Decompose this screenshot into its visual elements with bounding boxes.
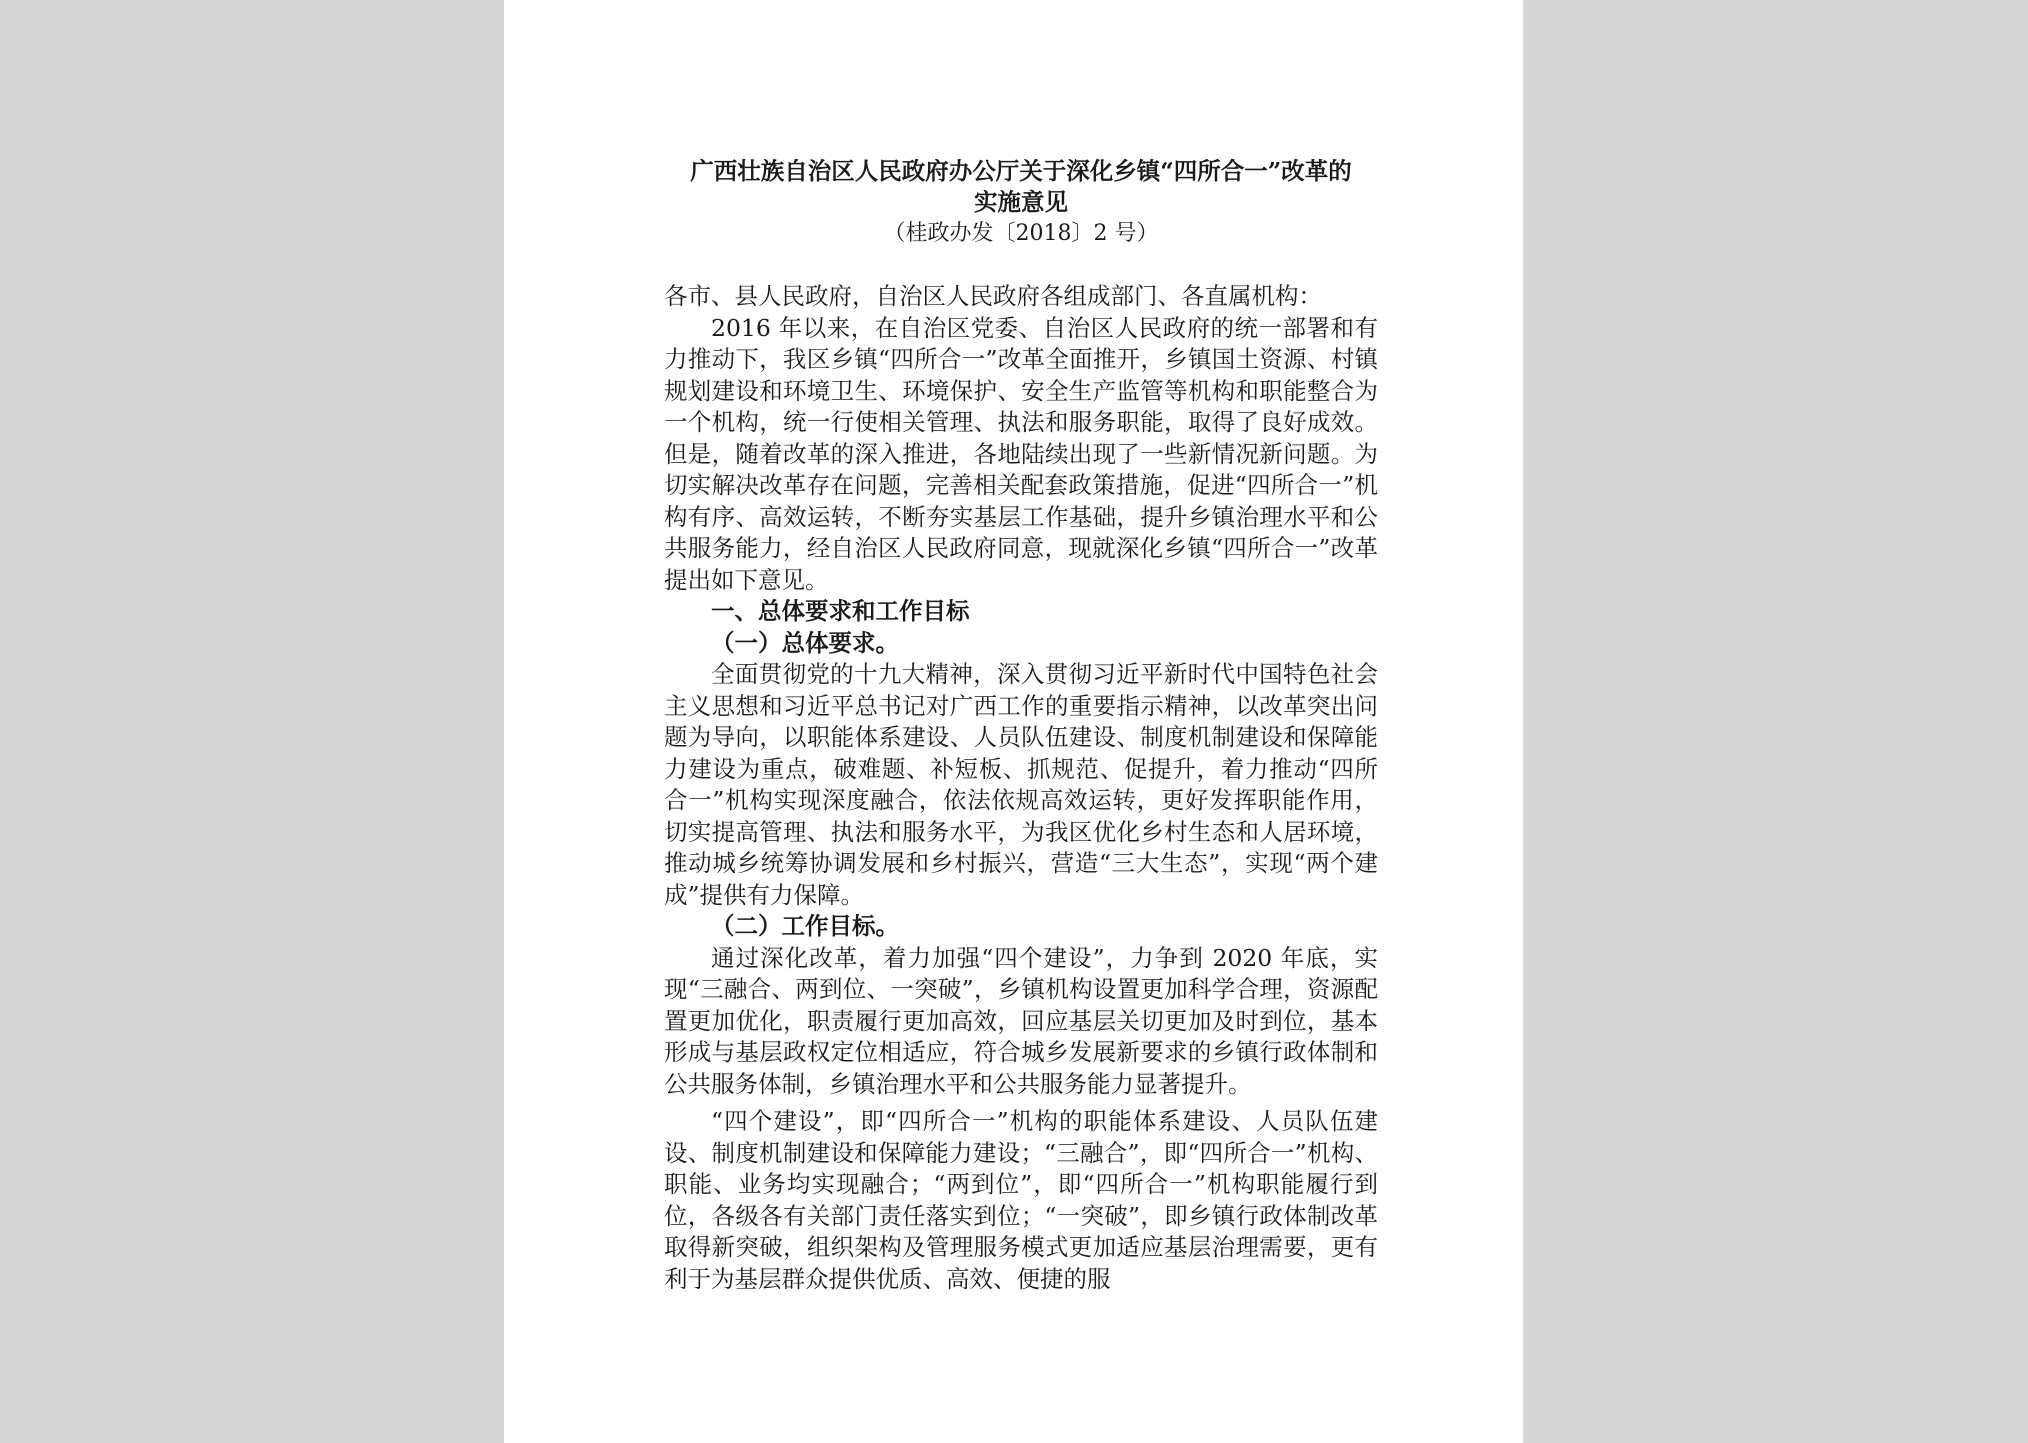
paragraph-intro: 2016 年以来，在自治区党委、自治区人民政府的统一部署和有力推动下，我区乡镇“四所合一”改革全面推开，乡镇国土资源、村镇规划建设和环境卫生、环境保护、安全生产监管等机构和职能整合为一个机构，统一行使相关管理、执法和服务职能，取得了良好成效。但是，随着改革的深入推进，各地陆续出现了一些新情况新问题。为切实解决改革存在问题，完善相关配套政策措施，促进“四所合一”机构有序、高效运转，不断夯实基层工作基础，提升乡镇治理水平和公共服务能力，经自治区人民政府同意，现就深化乡镇“四所合一”改革提出如下意见。 [664,313,1378,594]
document-content [664,156,1378,1295]
document-page [504,0,1523,1443]
subsection-heading-1: （一）总体要求。 [711,628,899,657]
addressee: 各市、县人民政府，自治区人民政府各组成部门、各直属机构： [664,282,1322,310]
paragraph-goals: 通过深化改革，着力加强“四个建设”，力争到 2020 年底，实现“三融合、两到位、一突破”，乡镇机构设置更加科学合理，资源配置更加优化，职责履行更加高效，回应基层关切更加及时到位，基本形成与基层政权定位相适应，符合城乡发展新要求的乡镇行政体制和公共服务体制，乡镇治理水平和公共服务能力显著提升。 [664,943,1378,1098]
document-title [664,156,1378,218]
subsection-heading-2: （二）工作目标。 [711,912,899,940]
paragraph-definitions: “四个建设”，即“四所合一”机构的职能体系建设、人员队伍建设、制度机制建设和保障能力建设；“三融合”，即“四所合一”机构、职能、业务均实现融合；“两到位”，即“四所合一”机构职能履行到位，各级各有关部门责任落实到位；“一突破”，即乡镇行政体制改革取得新突破，组织架构及管理服务模式更加适应基层治理需要，更有利于为基层群众提供优质、高效、便捷的服 [664,1107,1378,1293]
title-line-2: 实施意见 [974,188,1068,216]
document-number: （桂政办发〔2018〕2 号） [883,221,1159,246]
section-heading-1: 一、总体要求和工作目标 [711,597,970,625]
document-body [664,281,1378,1295]
paragraph-requirements: 全面贯彻党的十九大精神，深入贯彻习近平新时代中国特色社会主义思想和习近平总书记对广西工作的重要指示精神，以改革突出问题为导向，以职能体系建设、人员队伍建设、制度机制建设和保障能力建设为重点，破难题、补短板、抓规范、促提升，着力推动“四所合一”机构实现深度融合，依法依规高效运转，更好发挥职能作用，切实提高管理、执法和服务水平，为我区优化乡村生态和人居环境，推动城乡统筹协调发展和乡村振兴，营造“三大生态”，实现“两个建成”提供有力保障。 [664,660,1378,909]
title-line-1: 广西壮族自治区人民政府办公厅关于深化乡镇“四所合一”改革的 [690,157,1352,185]
